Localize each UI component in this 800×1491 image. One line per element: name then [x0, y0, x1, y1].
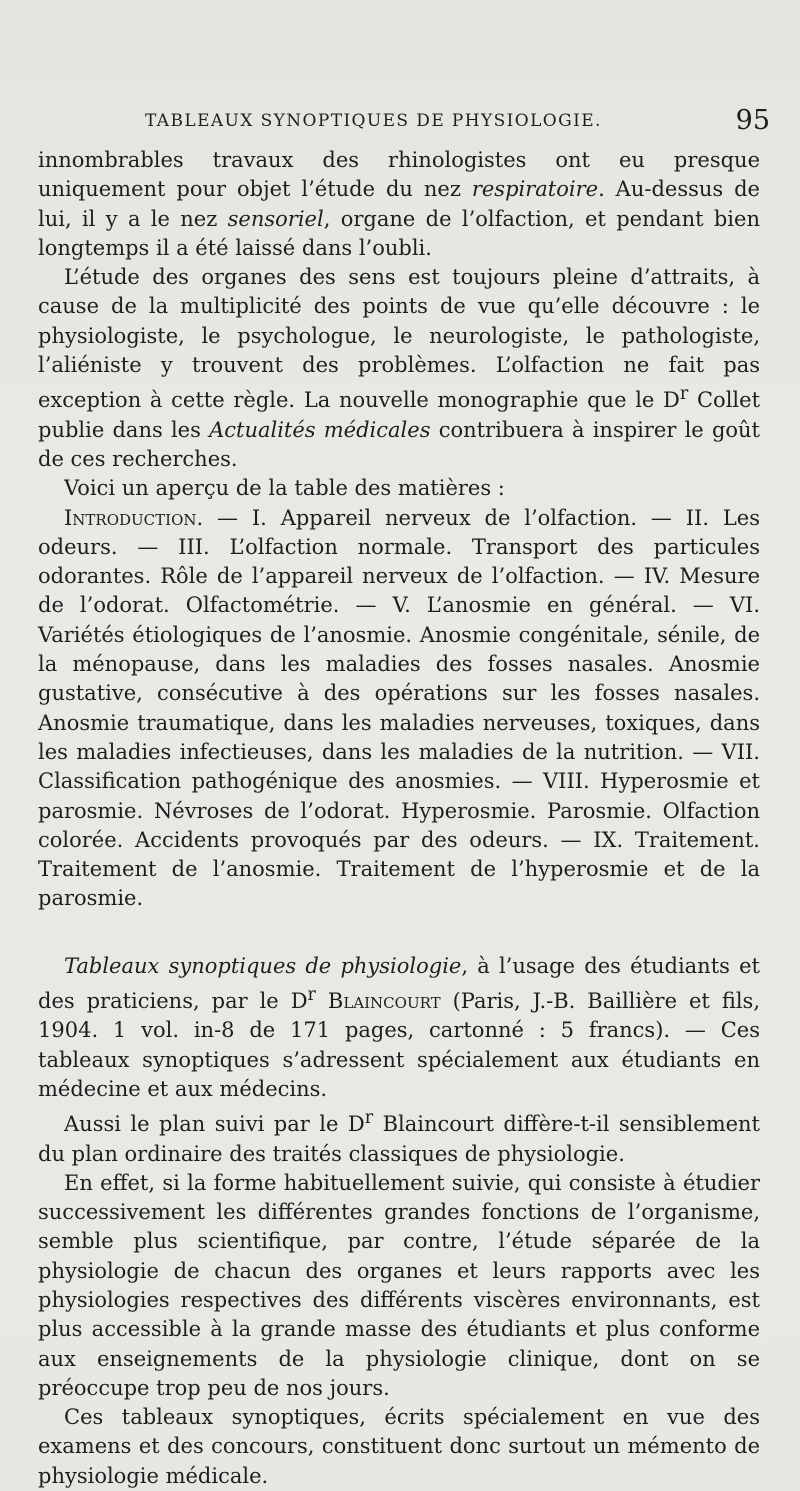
page-body	[38, 146, 760, 1491]
paragraph-organes-des-sens: L’étude des organes des sens est toujours pleine d’attraits, à cause de la multiplicité des points de vue qu’elle découvre : le physiologiste, le psychologue, le neurologiste, le pathologiste, l’aliéniste y trouvent des problèmes. L’olfaction ne fait pas exception à cette règle. La nouvelle monographie que le $D^r$ Collet publie dans les Actualités médicales contribuera à inspirer le goût de ces recherches.	[38, 265, 761, 471]
page-number: 95	[735, 105, 770, 136]
paragraph-apercu-table: Voici un aperçu de la table des matières :	[64, 476, 505, 501]
paragraph-table-des-matieres: Introduction. — I. Appareil nerveux de l’olfaction. — II. Les odeurs. — III. L’olfaction normale. Transport des particules odorantes. Rôle de l’appareil nerveux de l’olfaction. — IV. Mesure de l’odorat. Olfactométrie. — V. L’anosmie en général. — VI. Variétés étiologiques de l’anosmie. Anosmie congénitale, sénile, de la ménopause, dans les maladies des fosses nasales. Anosmie gustative, consécutive à des opérations sur les fosses nasales. Anosmie traumatique, dans les maladies nerveuses, toxiques, dans les maladies infectieuses, dans les maladies de la nutrition. — VII. Classification pathogénique des anosmies. — VIII. Hyperosmie et parosmie. Névroses de l’odorat. Hyperosmie. Parosmie. Olfaction colorée. Accidents provoqués par des odeurs. — IX. Traitement. Traitement de l’anosmie. Traitement de l’hyperosmie et de la parosmie.	[38, 505, 760, 911]
paragraph-plan-suivi: Aussi le plan suivi par le $D^r$ Blaincourt diffère-t-il sensiblement du plan ordinaire des traités classiques de physiologie.	[38, 1108, 760, 1166]
running-title: TABLEAUX SYNOPTIQUES DE PHYSIOLOGIE.	[145, 111, 602, 131]
paragraph-nez-sensoriel: innombrables travaux des rhinologistes ont eu presque uniquement pour objet l’étude du nez respiratoire. Au-dessus de lui, il y a le nez sensoriel, organe de l’olfaction, et pendant bien longtemps il a été laissé dans l’oubli.	[38, 148, 760, 260]
paragraph-tableaux-synoptiques-review: Tableaux synoptiques de physiologie, à l’usage des étudiants et des praticiens, par le $D^r$ Blaincourt (Paris, J.-B. Baillière et fils, 1904. 1 vol. in-8 de 171 pages, cartonné : 5 francs). — Ces tableaux synoptiques s’adressent spécialement aux étudiants en médecine et aux médecins.	[38, 953, 760, 1101]
paragraph-memento: Ces tableaux synoptiques, écrits spécialement en vue des examens et des concours, constituent donc surtout un mémento de physiologie médicale.	[38, 1405, 760, 1488]
section-gap	[38, 914, 760, 952]
paragraph-en-effet: En effet, si la forme habituellement suivie, qui consiste à étudier successivement les différentes grandes fonctions de l’organisme, semble plus scientifique, par contre, l’étude séparée de la physiologie de chacun des organes et leurs rapports avec les physiologies respectives des différents viscères environnants, est plus accessible à la grande masse des étudiants et plus conforme aux enseignements de la physiologie clinique, dont on se préoccupe trop peu de nos jours.	[38, 1170, 760, 1400]
page-header	[145, 105, 770, 145]
